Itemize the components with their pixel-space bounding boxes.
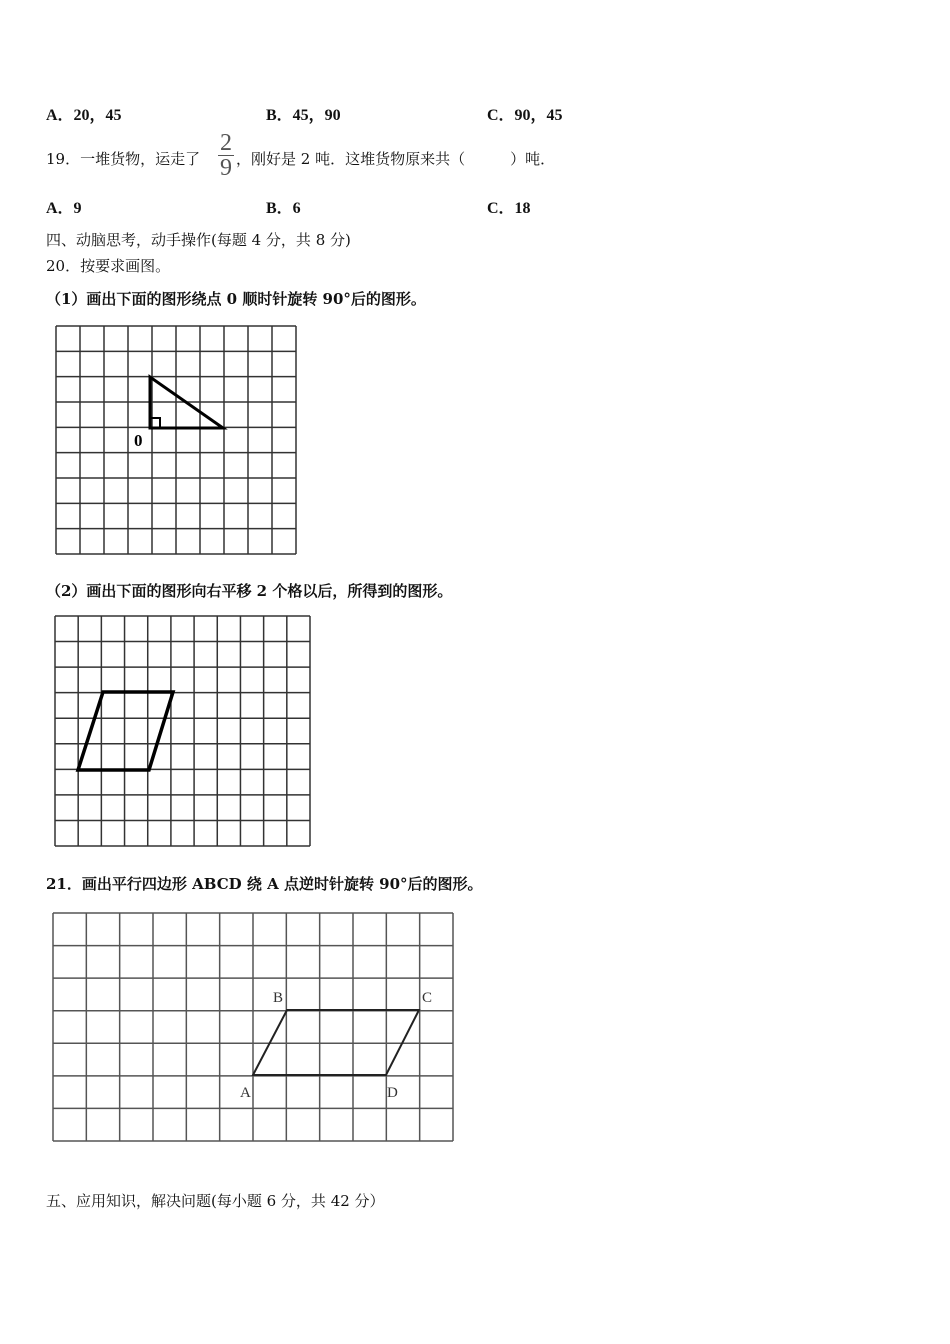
- section5-heading: 五、应用知识，解决问题(每小题 6 分，共 42 分）: [46, 1192, 385, 1210]
- q19-text-after: ，刚好是 2 吨．这堆货物原来共（ ）吨．: [236, 150, 556, 168]
- q19-option-c: C．18: [487, 200, 531, 217]
- q20-title: 20．按要求画图。: [46, 257, 171, 275]
- q19-option-a: A．9: [46, 200, 82, 217]
- q19-option-b: B．6: [266, 200, 301, 217]
- q18-option-c: C．90，45: [487, 107, 563, 124]
- parallelogram-abcd-shape: [253, 1010, 419, 1075]
- point-o-label: 0: [134, 431, 143, 450]
- label-c: C: [422, 990, 433, 1006]
- label-a: A: [240, 1085, 251, 1101]
- q18-option-a: A．20，45: [46, 107, 122, 124]
- q21-title: 21．画出平行四边形 ABCD 绕 A 点逆时针旋转 90°后的图形。: [46, 875, 483, 893]
- label-d: D: [387, 1085, 398, 1101]
- q20-part2: （2）画出下面的图形向右平移 2 个格以后，所得到的图形。: [46, 582, 453, 600]
- q19-text-before: 一堆货物，运走了: [80, 150, 201, 168]
- fraction-numerator: 2: [220, 130, 232, 156]
- section4-heading: 四、动脑思考，动手操作(每题 4 分，共 8 分): [46, 231, 351, 249]
- q19-number: 19．: [46, 150, 81, 168]
- q18-option-b: B．45，90: [266, 107, 341, 124]
- fraction-denominator: 9: [220, 155, 232, 181]
- label-b: B: [273, 990, 284, 1006]
- q20-part1: （1）画出下面的图形绕点 0 顺时针旋转 90°后的图形。: [46, 290, 426, 308]
